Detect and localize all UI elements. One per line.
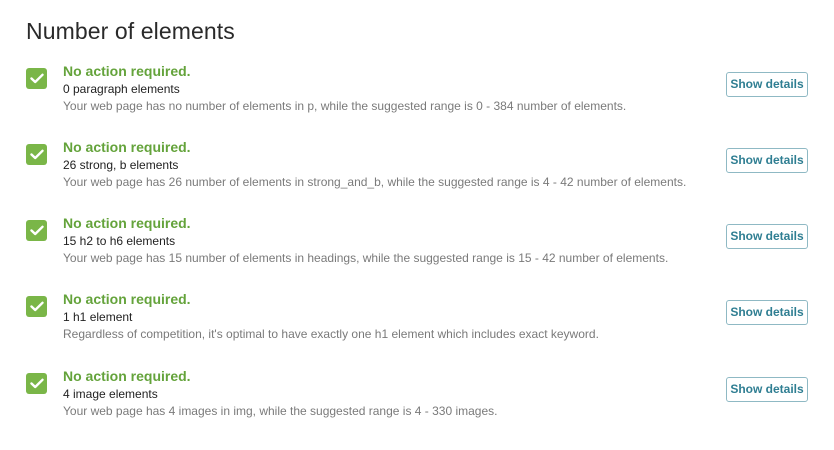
element-count: 15 h2 to h6 elements bbox=[63, 234, 176, 248]
show-details-button[interactable]: Show details bbox=[726, 72, 808, 97]
item-description: Regardless of competition, it's optimal to have exactly one h1 element which includes exact keyword. bbox=[63, 327, 599, 341]
list-item bbox=[26, 215, 810, 275]
show-details-button[interactable]: Show details bbox=[726, 377, 808, 402]
list-item bbox=[26, 291, 810, 351]
item-description: Your web page has 26 number of elements in strong_and_b, while the suggested range is 4 - 42 number of elements. bbox=[63, 175, 687, 189]
show-details-button[interactable]: Show details bbox=[726, 148, 808, 173]
item-description: Your web page has 4 images in img, while the suggested range is 4 - 330 images. bbox=[63, 404, 498, 418]
list-item bbox=[26, 139, 810, 199]
item-description: Your web page has no number of elements in p, while the suggested range is 0 - 384 number of elements. bbox=[63, 99, 627, 113]
section-title: Number of elements bbox=[26, 18, 235, 44]
check-icon bbox=[26, 144, 47, 165]
status-text: No action required. bbox=[63, 139, 191, 155]
element-count: 1 h1 element bbox=[63, 310, 133, 324]
check-icon bbox=[26, 220, 47, 241]
list-item bbox=[26, 368, 810, 428]
show-details-button[interactable]: Show details bbox=[726, 300, 808, 325]
check-icon bbox=[26, 373, 47, 394]
item-description: Your web page has 15 number of elements in headings, while the suggested range is 15 - 42 number of elements. bbox=[63, 251, 669, 265]
check-icon bbox=[26, 296, 47, 317]
check-icon bbox=[26, 68, 47, 89]
status-text: No action required. bbox=[63, 63, 191, 79]
status-text: No action required. bbox=[63, 215, 191, 231]
status-text: No action required. bbox=[63, 291, 191, 307]
element-count: 0 paragraph elements bbox=[63, 82, 180, 96]
element-count: 26 strong, b elements bbox=[63, 158, 179, 172]
list-item bbox=[26, 63, 810, 123]
status-text: No action required. bbox=[63, 368, 191, 384]
show-details-button[interactable]: Show details bbox=[726, 224, 808, 249]
element-count: 4 image elements bbox=[63, 387, 158, 401]
